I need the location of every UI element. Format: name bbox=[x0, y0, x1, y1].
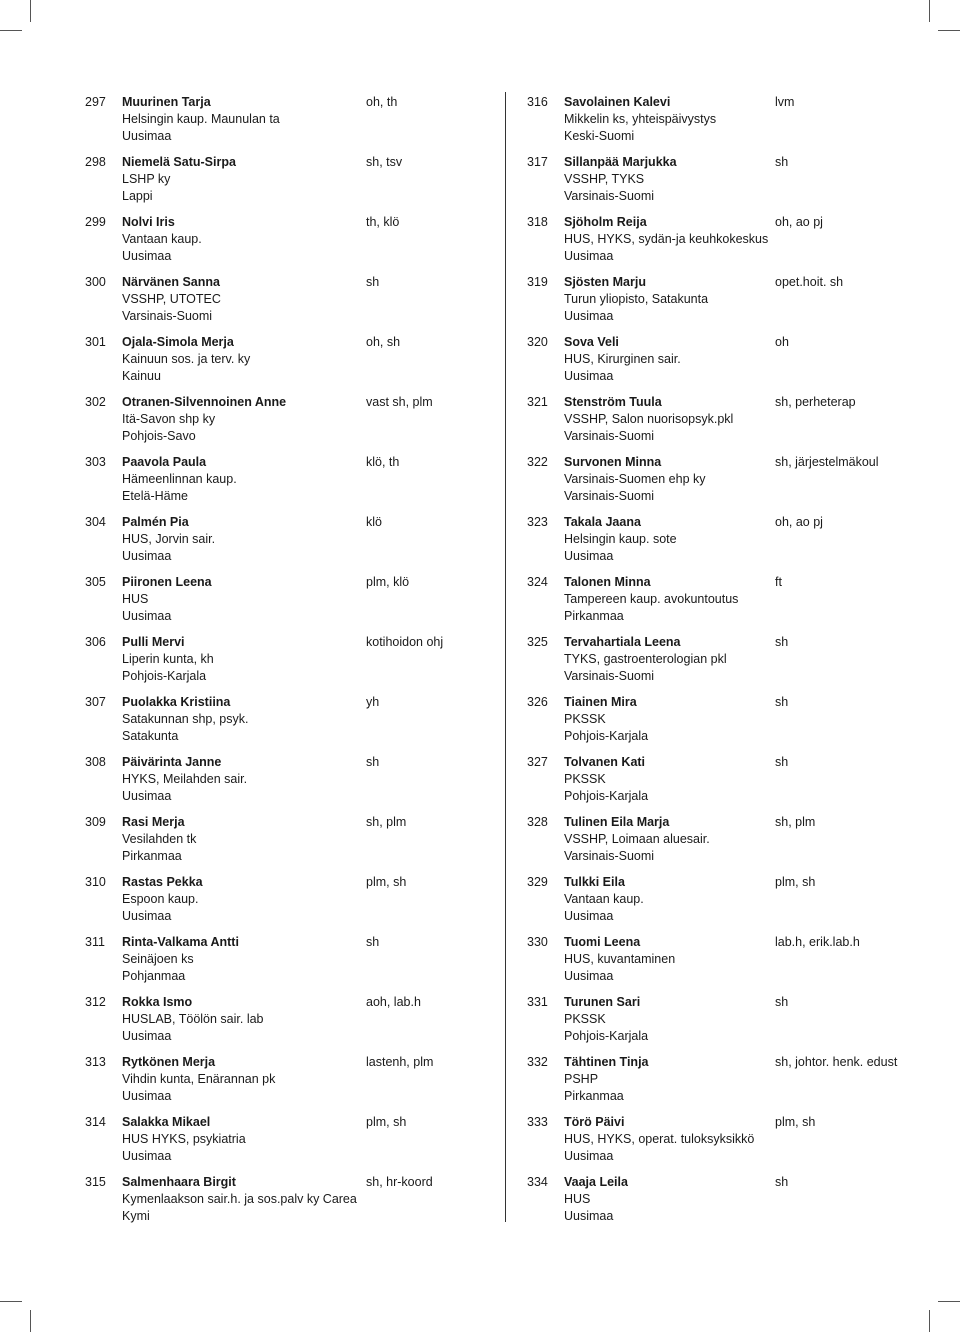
crop-mark bbox=[0, 30, 22, 31]
organization: Satakunnan shp, psyk. bbox=[122, 712, 249, 726]
entry-number: 333 bbox=[527, 1115, 548, 1129]
organization: HYKS, Meilahden sair. bbox=[122, 772, 248, 786]
list-item bbox=[85, 514, 495, 574]
region: Uusimaa bbox=[564, 909, 614, 923]
organization: PKSSK bbox=[564, 1012, 606, 1026]
region: Uusimaa bbox=[122, 549, 172, 563]
entry-number: 313 bbox=[85, 1055, 106, 1069]
region: Keski-Suomi bbox=[564, 129, 635, 143]
entry-number: 297 bbox=[85, 95, 106, 109]
entry-number: 307 bbox=[85, 695, 106, 709]
organization: Turun yliopisto, Satakunta bbox=[564, 292, 709, 306]
role-abbreviation: plm, sh bbox=[366, 1115, 407, 1129]
role-abbreviation: aoh, lab.h bbox=[366, 995, 421, 1009]
list-item bbox=[85, 1174, 495, 1234]
role-abbreviation: th, klö bbox=[366, 215, 400, 229]
region: Pirkanmaa bbox=[564, 1089, 624, 1103]
crop-mark bbox=[929, 1310, 930, 1332]
person-name: Sova Veli bbox=[564, 335, 619, 349]
role-abbreviation: lab.h, erik.lab.h bbox=[775, 935, 860, 949]
region: Varsinais-Suomi bbox=[564, 489, 655, 503]
organization: Vesilahden tk bbox=[122, 832, 197, 846]
list-item bbox=[527, 514, 947, 574]
entry-number: 299 bbox=[85, 215, 106, 229]
organization: Tampereen kaup. avokuntoutus bbox=[564, 592, 739, 606]
list-item bbox=[527, 1174, 947, 1234]
person-name: Vaaja Leila bbox=[564, 1175, 628, 1189]
entry-number: 318 bbox=[527, 215, 548, 229]
role-abbreviation: plm, sh bbox=[775, 875, 816, 889]
region: Uusimaa bbox=[564, 1209, 614, 1223]
entry-number: 329 bbox=[527, 875, 548, 889]
role-abbreviation: lvm bbox=[775, 95, 795, 109]
list-item bbox=[85, 634, 495, 694]
column-divider bbox=[505, 92, 506, 1222]
role-abbreviation: sh bbox=[366, 935, 380, 949]
person-name: Salakka Mikael bbox=[122, 1115, 211, 1129]
role-abbreviation: sh bbox=[775, 695, 789, 709]
crop-mark bbox=[0, 1301, 22, 1302]
region: Pirkanmaa bbox=[564, 609, 624, 623]
organization: Kainuun sos. ja terv. ky bbox=[122, 352, 251, 366]
person-name: Päivärinta Janne bbox=[122, 755, 222, 769]
entry-number: 334 bbox=[527, 1175, 548, 1189]
organization: TYKS, gastroenterologian pkl bbox=[564, 652, 727, 666]
region: Pohjois-Savo bbox=[122, 429, 196, 443]
region: Uusimaa bbox=[122, 909, 172, 923]
organization: Itä-Savon shp ky bbox=[122, 412, 216, 426]
organization: VSSHP, Salon nuorisopsyk.pkl bbox=[564, 412, 734, 426]
person-name: Turunen Sari bbox=[564, 995, 641, 1009]
list-item bbox=[527, 154, 947, 214]
organization: Liperin kunta, kh bbox=[122, 652, 214, 666]
role-abbreviation: klö, th bbox=[366, 455, 400, 469]
organization: Mikkelin ks, yhteispäivystys bbox=[564, 112, 717, 126]
entry-number: 321 bbox=[527, 395, 548, 409]
region: Pohjois-Karjala bbox=[564, 1029, 649, 1043]
entry-number: 327 bbox=[527, 755, 548, 769]
region: Uusimaa bbox=[122, 609, 172, 623]
region: Pirkanmaa bbox=[122, 849, 182, 863]
entry-number: 304 bbox=[85, 515, 106, 529]
organization: LSHP ky bbox=[122, 172, 171, 186]
entry-number: 310 bbox=[85, 875, 106, 889]
list-item bbox=[527, 634, 947, 694]
list-item bbox=[527, 214, 947, 274]
region: Lappi bbox=[122, 189, 153, 203]
list-item bbox=[85, 94, 495, 154]
region: Varsinais-Suomi bbox=[564, 429, 655, 443]
role-abbreviation: sh bbox=[775, 155, 789, 169]
person-name: Törö Päivi bbox=[564, 1115, 625, 1129]
organization: PSHP bbox=[564, 1072, 599, 1086]
entry-number: 323 bbox=[527, 515, 548, 529]
person-name: Närvänen Sanna bbox=[122, 275, 220, 289]
person-name: Talonen Minna bbox=[564, 575, 651, 589]
organization: VSSHP, Loimaan aluesair. bbox=[564, 832, 710, 846]
organization: Helsingin kaup. sote bbox=[564, 532, 677, 546]
region: Varsinais-Suomi bbox=[122, 309, 213, 323]
role-abbreviation: plm, sh bbox=[366, 875, 407, 889]
organization: VSSHP, UTOTEC bbox=[122, 292, 221, 306]
list-item bbox=[527, 574, 947, 634]
role-abbreviation: oh, ao pj bbox=[775, 515, 823, 529]
person-name: Tuomi Leena bbox=[564, 935, 641, 949]
person-name: Sjöholm Reija bbox=[564, 215, 647, 229]
region: Uusimaa bbox=[564, 369, 614, 383]
organization: Hämeenlinnan kaup. bbox=[122, 472, 237, 486]
crop-mark bbox=[938, 30, 960, 31]
list-item bbox=[85, 334, 495, 394]
entry-number: 326 bbox=[527, 695, 548, 709]
entry-number: 325 bbox=[527, 635, 548, 649]
list-item bbox=[85, 874, 495, 934]
role-abbreviation: ft bbox=[775, 575, 782, 589]
organization: Vantaan kaup. bbox=[122, 232, 202, 246]
role-abbreviation: plm, sh bbox=[775, 1115, 816, 1129]
region: Pohjois-Karjala bbox=[564, 789, 649, 803]
role-abbreviation: kotihoidon ohj bbox=[366, 635, 444, 649]
list-item bbox=[527, 754, 947, 814]
list-item bbox=[85, 814, 495, 874]
list-item bbox=[527, 394, 947, 454]
entry-number: 309 bbox=[85, 815, 106, 829]
region: Varsinais-Suomi bbox=[564, 669, 655, 683]
person-name: Muurinen Tarja bbox=[122, 95, 211, 109]
entry-number: 308 bbox=[85, 755, 106, 769]
list-item bbox=[85, 214, 495, 274]
role-abbreviation: oh, ao pj bbox=[775, 215, 823, 229]
list-item bbox=[527, 274, 947, 334]
entry-number: 330 bbox=[527, 935, 548, 949]
list-item bbox=[85, 154, 495, 214]
region: Pohjois-Karjala bbox=[122, 669, 207, 683]
role-abbreviation: sh bbox=[775, 755, 789, 769]
role-abbreviation: sh bbox=[366, 275, 380, 289]
organization: HUS bbox=[564, 1192, 591, 1206]
entry-number: 315 bbox=[85, 1175, 106, 1189]
entry-number: 319 bbox=[527, 275, 548, 289]
person-name: Tervahartiala Leena bbox=[564, 635, 681, 649]
person-name: Sjösten Marju bbox=[564, 275, 646, 289]
organization: VSSHP, TYKS bbox=[564, 172, 645, 186]
role-abbreviation: sh, tsv bbox=[366, 155, 403, 169]
entry-number: 306 bbox=[85, 635, 106, 649]
organization: HUS, HYKS, operat. tuloksyksikkö bbox=[564, 1132, 755, 1146]
role-abbreviation: sh, plm bbox=[366, 815, 407, 829]
organization: HUS, Jorvin sair. bbox=[122, 532, 216, 546]
list-item bbox=[527, 934, 947, 994]
list-item bbox=[527, 994, 947, 1054]
list-item bbox=[527, 814, 947, 874]
organization: Helsingin kaup. Maunulan ta bbox=[122, 112, 280, 126]
entry-number: 314 bbox=[85, 1115, 106, 1129]
list-item bbox=[85, 394, 495, 454]
person-name: Tiainen Mira bbox=[564, 695, 637, 709]
list-item bbox=[527, 334, 947, 394]
list-item bbox=[85, 454, 495, 514]
role-abbreviation: yh bbox=[366, 695, 380, 709]
entry-number: 302 bbox=[85, 395, 106, 409]
person-name: Stenström Tuula bbox=[564, 395, 662, 409]
entry-number: 332 bbox=[527, 1055, 548, 1069]
crop-mark bbox=[30, 0, 31, 22]
role-abbreviation: sh, johtor. henk. edust bbox=[775, 1055, 898, 1069]
region: Uusimaa bbox=[122, 789, 172, 803]
region: Uusimaa bbox=[564, 309, 614, 323]
region: Uusimaa bbox=[564, 969, 614, 983]
organization: Espoon kaup. bbox=[122, 892, 199, 906]
organization: HUS bbox=[122, 592, 149, 606]
list-item bbox=[85, 934, 495, 994]
organization: HUS, Kirurginen sair. bbox=[564, 352, 681, 366]
list-item bbox=[527, 454, 947, 514]
role-abbreviation: sh, perheterap bbox=[775, 395, 856, 409]
role-abbreviation: oh bbox=[775, 335, 789, 349]
region: Varsinais-Suomi bbox=[564, 849, 655, 863]
role-abbreviation: sh, plm bbox=[775, 815, 816, 829]
region: Uusimaa bbox=[122, 1029, 172, 1043]
role-abbreviation: sh bbox=[775, 1175, 789, 1189]
entry-number: 328 bbox=[527, 815, 548, 829]
role-abbreviation: klö bbox=[366, 515, 382, 529]
entry-number: 300 bbox=[85, 275, 106, 289]
list-item bbox=[85, 754, 495, 814]
crop-mark bbox=[30, 1310, 31, 1332]
list-item bbox=[85, 1054, 495, 1114]
organization: PKSSK bbox=[564, 772, 606, 786]
role-abbreviation: sh bbox=[775, 635, 789, 649]
person-name: Savolainen Kalevi bbox=[564, 95, 671, 109]
role-abbreviation: sh bbox=[775, 995, 789, 1009]
person-name: Palmén Pia bbox=[122, 515, 189, 529]
entry-number: 324 bbox=[527, 575, 548, 589]
left-column bbox=[85, 94, 495, 1234]
region: Varsinais-Suomi bbox=[564, 189, 655, 203]
person-name: Piironen Leena bbox=[122, 575, 212, 589]
region: Kainuu bbox=[122, 369, 161, 383]
region: Satakunta bbox=[122, 729, 179, 743]
entry-number: 316 bbox=[527, 95, 548, 109]
role-abbreviation: sh, hr-koord bbox=[366, 1175, 433, 1189]
region: Kymi bbox=[122, 1209, 150, 1223]
entry-number: 305 bbox=[85, 575, 106, 589]
person-name: Puolakka Kristiina bbox=[122, 695, 231, 709]
list-item bbox=[527, 94, 947, 154]
region: Uusimaa bbox=[122, 129, 172, 143]
organization: Seinäjoen ks bbox=[122, 952, 194, 966]
crop-mark bbox=[929, 0, 930, 22]
list-item bbox=[85, 994, 495, 1054]
person-name: Rasi Merja bbox=[122, 815, 185, 829]
list-item bbox=[85, 574, 495, 634]
person-name: Sillanpää Marjukka bbox=[564, 155, 677, 169]
crop-mark bbox=[938, 1301, 960, 1302]
organization: HUSLAB, Töölön sair. lab bbox=[122, 1012, 264, 1026]
role-abbreviation: sh, järjestelmäkoul bbox=[775, 455, 879, 469]
region: Uusimaa bbox=[122, 249, 172, 263]
entry-number: 322 bbox=[527, 455, 548, 469]
entry-number: 320 bbox=[527, 335, 548, 349]
region: Uusimaa bbox=[564, 249, 614, 263]
entry-number: 303 bbox=[85, 455, 106, 469]
organization: Vantaan kaup. bbox=[564, 892, 644, 906]
person-name: Rokka Ismo bbox=[122, 995, 193, 1009]
list-item bbox=[527, 1054, 947, 1114]
role-abbreviation: oh, sh bbox=[366, 335, 401, 349]
list-item bbox=[85, 274, 495, 334]
role-abbreviation: opet.hoit. sh bbox=[775, 275, 844, 289]
list-item bbox=[85, 1114, 495, 1174]
entry-number: 301 bbox=[85, 335, 106, 349]
person-name: Paavola Paula bbox=[122, 455, 207, 469]
person-name: Takala Jaana bbox=[564, 515, 641, 529]
list-item bbox=[527, 694, 947, 754]
role-abbreviation: sh bbox=[366, 755, 380, 769]
list-item bbox=[527, 1114, 947, 1174]
region: Pohjois-Karjala bbox=[564, 729, 649, 743]
role-abbreviation: plm, klö bbox=[366, 575, 410, 589]
role-abbreviation: vast sh, plm bbox=[366, 395, 433, 409]
person-name: Rastas Pekka bbox=[122, 875, 203, 889]
person-name: Pulli Mervi bbox=[122, 635, 185, 649]
person-name: Niemelä Satu-Sirpa bbox=[122, 155, 236, 169]
person-name: Survonen Minna bbox=[564, 455, 662, 469]
role-abbreviation: oh, th bbox=[366, 95, 398, 109]
list-item bbox=[85, 694, 495, 754]
person-name: Nolvi Iris bbox=[122, 215, 175, 229]
role-abbreviation: lastenh, plm bbox=[366, 1055, 434, 1069]
person-name: Tolvanen Kati bbox=[564, 755, 646, 769]
entry-number: 331 bbox=[527, 995, 548, 1009]
entry-number: 312 bbox=[85, 995, 106, 1009]
organization: HUS HYKS, psykiatria bbox=[122, 1132, 246, 1146]
right-column bbox=[527, 94, 947, 1234]
person-name: Tähtinen Tinja bbox=[564, 1055, 649, 1069]
person-name: Ojala-Simola Merja bbox=[122, 335, 234, 349]
person-name: Salmenhaara Birgit bbox=[122, 1175, 236, 1189]
entry-number: 311 bbox=[85, 935, 105, 949]
person-name: Otranen-Silvennoinen Anne bbox=[122, 395, 287, 409]
region: Uusimaa bbox=[564, 549, 614, 563]
entry-number: 317 bbox=[527, 155, 548, 169]
organization: PKSSK bbox=[564, 712, 606, 726]
person-name: Rytkönen Merja bbox=[122, 1055, 216, 1069]
region: Uusimaa bbox=[122, 1149, 172, 1163]
organization: HUS, HYKS, sydän-ja keuhkokeskus bbox=[564, 232, 769, 246]
organization: HUS, kuvantaminen bbox=[564, 952, 676, 966]
entry-number: 298 bbox=[85, 155, 106, 169]
region: Pohjanmaa bbox=[122, 969, 186, 983]
region: Uusimaa bbox=[564, 1149, 614, 1163]
person-name: Tulkki Eila bbox=[564, 875, 625, 889]
person-name: Rinta-Valkama Antti bbox=[122, 935, 239, 949]
region: Uusimaa bbox=[122, 1089, 172, 1103]
person-name: Tulinen Eila Marja bbox=[564, 815, 670, 829]
region: Etelä-Häme bbox=[122, 489, 188, 503]
organization: Varsinais-Suomen ehp ky bbox=[564, 472, 706, 486]
organization: Vihdin kunta, Enärannan pk bbox=[122, 1072, 276, 1086]
organization: Kymenlaakson sair.h. ja sos.palv ky Carea bbox=[122, 1192, 357, 1206]
list-item bbox=[527, 874, 947, 934]
